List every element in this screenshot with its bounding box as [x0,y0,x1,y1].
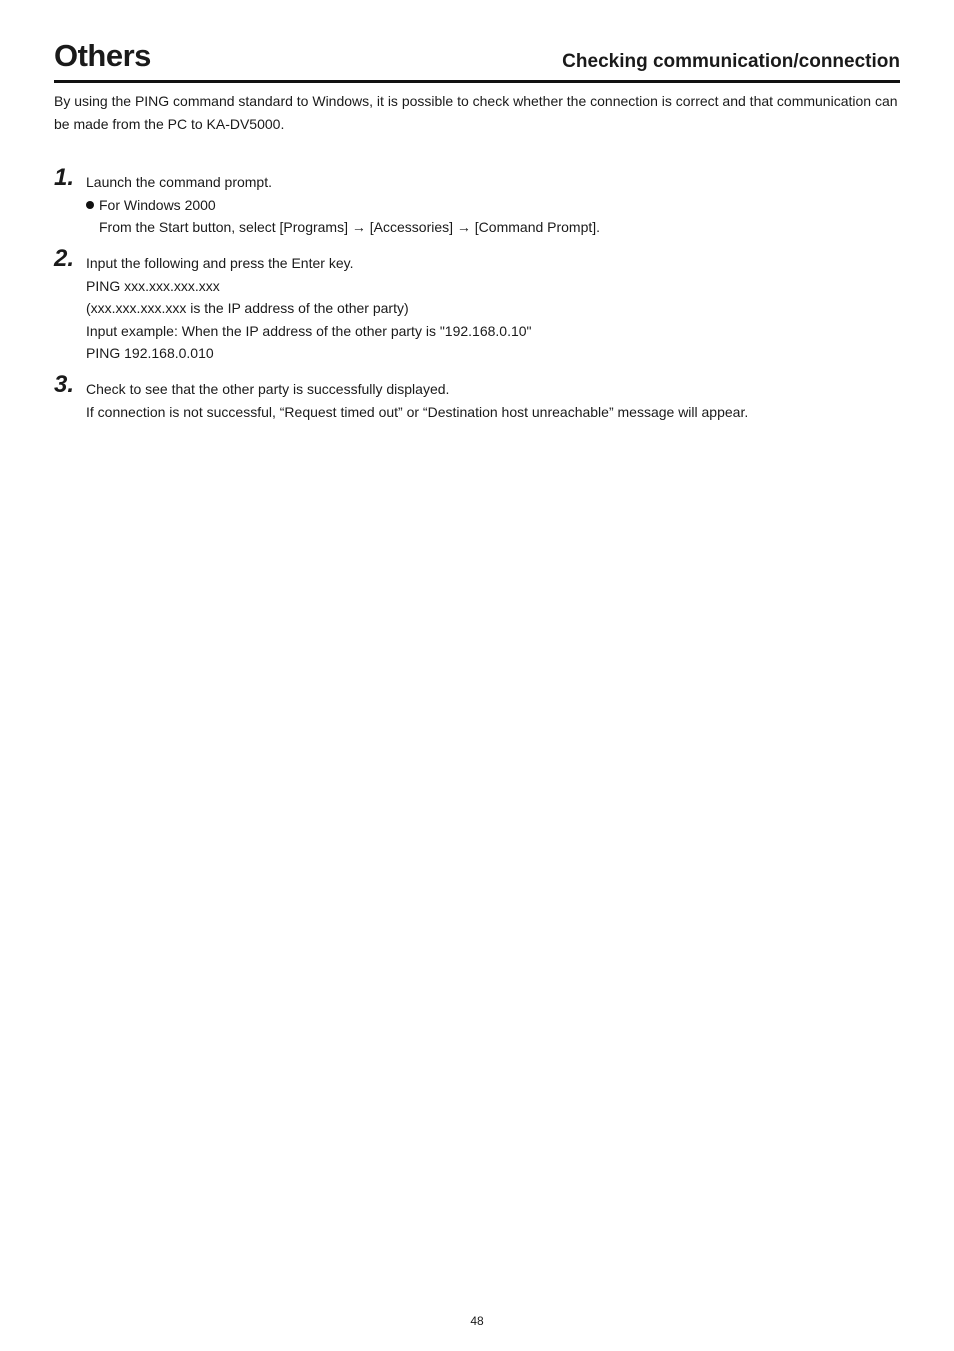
step-text: Launch the command prompt. [86,174,272,190]
bullet-icon [86,201,94,209]
step-body [86,378,906,423]
page-number: 48 [470,1314,484,1328]
page-title: Others [54,38,151,73]
step-number: 2. [54,245,75,272]
step-body [86,171,906,239]
section-title: Checking communication/connection [562,51,900,72]
step-text: Check to see that the other party is successfully displayed. [86,381,450,397]
step-text: Input the following and press the Enter key. [86,255,354,271]
step-body [86,252,906,365]
step-line: Input example: When the IP address of the other party is "192.168.0.10" [86,322,532,339]
page-header [54,36,900,83]
step-detail: From the Start button, select [Programs] → [Accessories] → [Command Prompt]. [99,219,601,235]
step-number: 3. [54,371,75,398]
step-line: (xxx.xxx.xxx.xxx is the IP address of the other party) [86,300,409,316]
step-line: PING 192.168.0.010 [86,345,214,361]
step-line: If connection is not successful, “Request timed out” or “Destination host unreachable” message will appear. [86,403,749,420]
step-line: PING xxx.xxx.xxx.xxx [86,277,220,294]
bullet-text: For Windows 2000 [99,196,216,213]
intro-paragraph: By using the PING command standard to Windows, it is possible to check whether the connection is correct and that communication can be made from the PC to KA-DV5000. [54,93,898,132]
step-number: 1. [54,164,75,191]
bullet-item [86,194,906,217]
